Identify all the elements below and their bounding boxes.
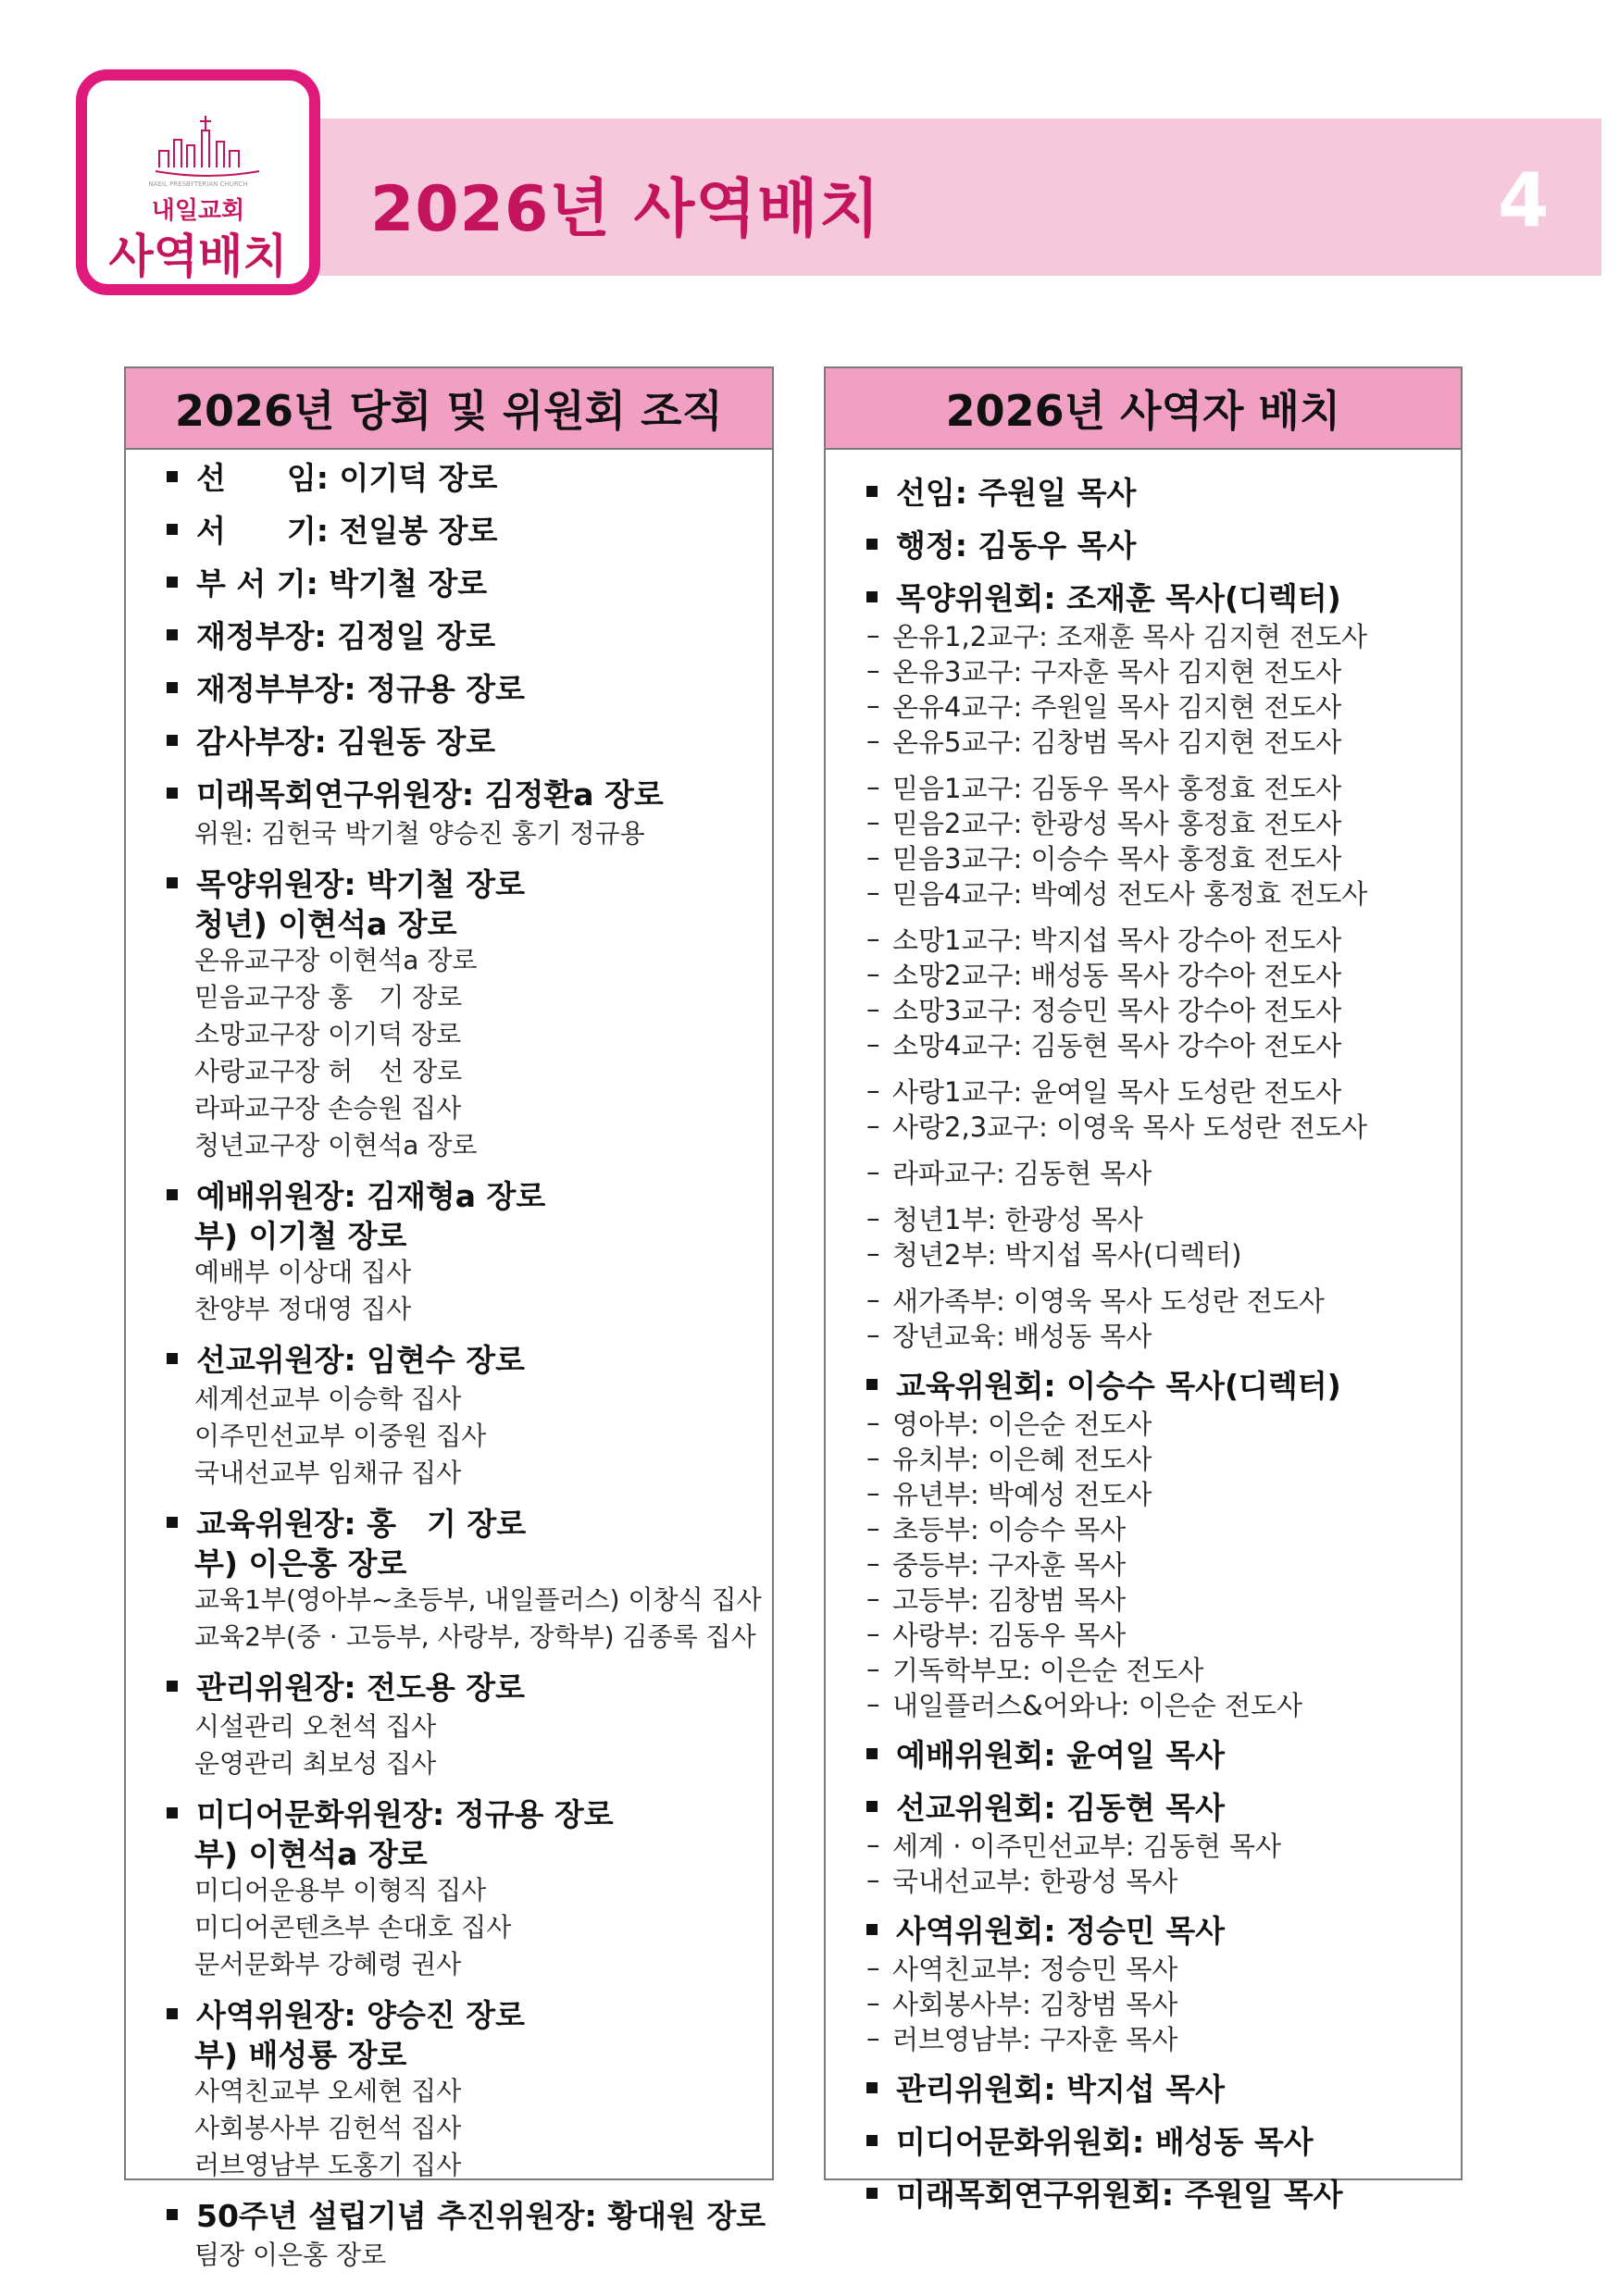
assignment-line [866, 617, 1461, 652]
group-heading [167, 1792, 772, 1833]
group-heading-text: 예배위원회: 윤여일 목사 [896, 1737, 1225, 1773]
bullet-square-icon [167, 877, 178, 888]
assignment-line [866, 1827, 1461, 1862]
group-heading [866, 2172, 1461, 2214]
church-skyline-icon [152, 114, 263, 179]
assignment-line [866, 652, 1461, 688]
left-group [167, 1337, 772, 1490]
logo [76, 69, 320, 295]
assignment-text: 믿음2교구: 한광성 목사 홍정효 전도사 [892, 807, 1342, 839]
dash-icon: – [866, 1237, 880, 1269]
assignment-line [866, 875, 1461, 910]
member-line: 위원: 김헌국 박기철 양승진 홍기 정규용 [194, 818, 645, 849]
assignment-text: 사랑2,3교구: 이영욱 목사 도성란 전도사 [892, 1111, 1367, 1143]
member-line: 미디어운용부 이형직 집사 [194, 1875, 487, 1905]
bullet-square-icon [866, 591, 878, 602]
assignment-text: 러브영남부: 구자훈 목사 [892, 2023, 1178, 2055]
page-title: 2026년 사역배치 [370, 173, 881, 246]
dash-icon: – [866, 1110, 880, 1141]
dash-icon: – [866, 1407, 880, 1438]
left-group [167, 1792, 772, 1981]
group-heading [167, 1992, 772, 2034]
assignment-line [866, 1862, 1461, 1897]
assignment-line [866, 1108, 1461, 1143]
assignment-line [866, 1950, 1461, 1985]
group-heading [167, 561, 772, 602]
right-group [866, 576, 1461, 758]
bullet-square-icon [167, 1681, 178, 1692]
dash-icon: – [866, 923, 880, 954]
assignment-line [866, 804, 1461, 839]
bullet-square-icon [167, 682, 178, 693]
member-line: 찬양부 정대영 집사 [194, 1294, 412, 1324]
assignment-text: 중등부: 구자훈 목사 [892, 1548, 1127, 1581]
assignment-line [866, 1616, 1461, 1651]
member-line: 이주민선교부 이중원 집사 [194, 1421, 487, 1451]
member-line: 문서문화부 강혜령 권사 [194, 1949, 462, 1980]
right-group [866, 769, 1461, 910]
assignment-text: 세계 · 이주민선교부: 김동현 목사 [892, 1830, 1282, 1862]
assignment-line [866, 1686, 1461, 1721]
bullet-square-icon [167, 1517, 178, 1528]
bullet-square-icon [866, 1801, 878, 1812]
dash-icon: – [866, 1653, 880, 1684]
logo-subtext: NAEIL PRESBYTERIAN CHURCH [148, 180, 248, 188]
left-group [167, 862, 772, 1162]
assignment-text: 유년부: 박예성 전도사 [892, 1478, 1152, 1510]
group-heading [167, 1501, 772, 1543]
group-heading-text: 재정부부장: 정규용 장로 [196, 671, 525, 707]
dash-icon: – [866, 1512, 880, 1544]
member-line: 운영관리 최보성 집사 [194, 1748, 437, 1779]
group-heading-text: 미디어문화위원회: 배성동 목사 [896, 2124, 1314, 2160]
page-number: 4 [1498, 157, 1550, 243]
assignment-line [866, 1510, 1461, 1545]
left-group [167, 719, 772, 761]
bullet-square-icon [866, 2135, 878, 2146]
left-group [167, 1173, 772, 1326]
group-heading [167, 2193, 772, 2235]
group-heading-text: 예배위원장: 김재형a 장로 [196, 1178, 546, 1214]
bullet-square-icon [167, 735, 178, 746]
member-line: 청년교구장 이현석a 장로 [194, 1130, 478, 1160]
left-group [167, 2193, 772, 2272]
dash-icon: – [866, 654, 880, 686]
right-group [866, 1785, 1461, 1897]
dash-icon: – [866, 771, 880, 802]
bullet-square-icon [866, 1924, 878, 1935]
bullet-square-icon [167, 629, 178, 640]
left-group [167, 772, 772, 850]
assignment-text: 새가족부: 이영욱 목사 도성란 전도사 [892, 1285, 1325, 1317]
group-heading [167, 772, 772, 813]
right-group [866, 2172, 1461, 2214]
group-heading-text: 관리위원장: 전도용 장로 [196, 1669, 525, 1706]
assignment-text: 온유4교구: 주원일 목사 김지현 전도사 [892, 690, 1342, 723]
left-panel-body [126, 450, 772, 2272]
right-group [866, 921, 1461, 1061]
assignment-line [866, 1073, 1461, 1108]
assignment-line [866, 1282, 1461, 1317]
right-group [866, 470, 1461, 512]
group-heading-text: 서 기: 전일봉 장로 [196, 513, 498, 549]
bullet-square-icon [866, 1379, 878, 1390]
left-group [167, 1665, 772, 1781]
assignment-line [866, 1026, 1461, 1061]
assignment-line [866, 688, 1461, 723]
group-heading-text: 미래목회연구위원회: 주원일 목사 [896, 2177, 1343, 2213]
assignment-line [866, 1581, 1461, 1616]
assignment-line [866, 1154, 1461, 1189]
group-heading [866, 1732, 1461, 1774]
dash-icon: – [866, 725, 880, 756]
assignment-line [866, 2020, 1461, 2055]
left-group [167, 455, 772, 497]
group-heading [866, 576, 1461, 617]
group-subheading: 부) 이기철 장로 [194, 1217, 407, 1254]
assignment-text: 소망2교구: 배성동 목사 강수아 전도사 [892, 959, 1342, 991]
member-line: 팀장 이은홍 장로 [194, 2240, 387, 2270]
assignment-line [866, 769, 1461, 804]
group-heading [167, 1173, 772, 1215]
group-heading-text: 선임: 주원일 목사 [896, 475, 1137, 511]
dash-icon: – [866, 1028, 880, 1060]
member-line: 온유교구장 이현석a 장로 [194, 945, 478, 975]
group-heading [167, 1337, 772, 1379]
group-heading [167, 1665, 772, 1706]
left-group [167, 1992, 772, 2182]
left-group [167, 561, 772, 602]
bullet-square-icon [167, 1353, 178, 1364]
group-heading [167, 455, 772, 497]
assignment-text: 사랑1교구: 윤여일 목사 도성란 전도사 [892, 1075, 1342, 1108]
assignment-text: 온유1,2교구: 조재훈 목사 김지현 전도사 [892, 620, 1367, 652]
group-heading-text: 미래목회연구위원장: 김정환a 장로 [196, 776, 664, 813]
bullet-square-icon [866, 486, 878, 497]
group-heading-text: 행정: 김동우 목사 [896, 527, 1137, 564]
group-heading-text: 관리위원회: 박지섭 목사 [896, 2071, 1225, 2107]
group-heading-text: 사역위원장: 양승진 장로 [196, 1997, 525, 2033]
dash-icon: – [866, 1582, 880, 1614]
group-heading-text: 사역위원회: 정승민 목사 [896, 1913, 1225, 1949]
dash-icon: – [866, 689, 880, 721]
dash-icon: – [866, 1688, 880, 1719]
right-group [866, 1363, 1461, 1721]
group-heading [866, 1908, 1461, 1950]
bullet-square-icon [866, 2188, 878, 2199]
group-heading-text: 부 서 기: 박기철 장로 [196, 565, 488, 602]
assignment-text: 초등부: 이승수 목사 [892, 1513, 1127, 1545]
assignment-line [866, 1475, 1461, 1510]
assignment-line [866, 991, 1461, 1026]
right-group [866, 1732, 1461, 1774]
bullet-square-icon [866, 2082, 878, 2093]
bullet-square-icon [167, 577, 178, 588]
left-group [167, 666, 772, 708]
assignment-text: 사랑부: 김동우 목사 [892, 1619, 1127, 1651]
bullet-square-icon [167, 1807, 178, 1818]
assignment-text: 청년2부: 박지섭 목사(디렉터) [892, 1238, 1242, 1271]
assignment-text: 소망3교구: 정승민 목사 강수아 전도사 [892, 994, 1342, 1026]
assignment-text: 믿음4교구: 박예성 전도사 홍정효 전도사 [892, 877, 1368, 910]
member-line: 세계선교부 이승학 집사 [194, 1384, 462, 1414]
minister-assignment-panel [824, 366, 1463, 2213]
member-line: 시설관리 오천석 집사 [194, 1711, 437, 1742]
bullet-square-icon [167, 1189, 178, 1200]
group-heading-text: 재정부장: 김정일 장로 [196, 618, 496, 654]
logo-label: 사역배치 [108, 230, 288, 283]
dash-icon: – [866, 1987, 880, 2018]
bullet-square-icon [167, 524, 178, 535]
group-heading-text: 목양위원회: 조재훈 목사(디렉터) [896, 580, 1341, 616]
member-line: 사랑교구장 허 선 장로 [194, 1056, 463, 1086]
group-heading [866, 523, 1461, 565]
bullet-square-icon [866, 1748, 878, 1759]
assignment-line [866, 1200, 1461, 1235]
assignment-text: 국내선교부: 한광성 목사 [892, 1865, 1178, 1897]
right-group [866, 1073, 1461, 1143]
bullet-square-icon [167, 2209, 178, 2220]
dash-icon: – [866, 1319, 880, 1350]
committee-organization-panel [124, 366, 774, 2270]
assignment-text: 영아부: 이은순 전도사 [892, 1408, 1152, 1440]
group-subheading: 부) 이현석a 장로 [194, 1835, 428, 1872]
dash-icon: – [866, 1477, 880, 1508]
assignment-line [866, 921, 1461, 956]
group-heading-text: 미디어문화위원장: 정규용 장로 [196, 1796, 614, 1832]
member-line: 교육1부(영아부~초등부, 내일플러스) 이창식 집사 [194, 1584, 762, 1615]
group-heading [167, 508, 772, 550]
group-heading [866, 2119, 1461, 2161]
group-heading [866, 1785, 1461, 1827]
group-heading [167, 862, 772, 903]
dash-icon: – [866, 1442, 880, 1473]
dash-icon: – [866, 2022, 880, 2054]
assignment-line [866, 1405, 1461, 1440]
group-heading [167, 719, 772, 761]
right-group [866, 2066, 1461, 2108]
assignment-text: 믿음1교구: 김동우 목사 홍정효 전도사 [892, 772, 1342, 804]
member-line: 러브영남부 도홍기 집사 [194, 2150, 462, 2180]
assignment-text: 청년1부: 한광성 목사 [892, 1203, 1143, 1235]
group-heading-text: 교육위원장: 홍 기 장로 [196, 1506, 527, 1542]
assignment-text: 기독학부모: 이은순 전도사 [892, 1654, 1204, 1686]
dash-icon: – [866, 1547, 880, 1579]
bullet-square-icon [167, 2008, 178, 2019]
dash-icon: – [866, 1284, 880, 1315]
assignment-text: 고등부: 김창범 목사 [892, 1583, 1127, 1616]
dash-icon: – [866, 841, 880, 873]
group-heading [866, 1363, 1461, 1405]
assignment-text: 장년교육: 배성동 목사 [892, 1320, 1152, 1352]
member-line: 사회봉사부 김헌석 집사 [194, 2113, 462, 2143]
group-subheading: 청년) 이현석a 장로 [194, 905, 457, 942]
member-line: 믿음교구장 홍 기 장로 [194, 982, 463, 1012]
assignment-text: 사역친교부: 정승민 목사 [892, 1953, 1178, 1985]
assignment-text: 소망1교구: 박지섭 목사 강수아 전도사 [892, 924, 1342, 956]
right-group [866, 1282, 1461, 1352]
assignment-text: 소망4교구: 김동현 목사 강수아 전도사 [892, 1029, 1342, 1061]
dash-icon: – [866, 1074, 880, 1106]
left-group [167, 508, 772, 550]
group-heading-text: 선 임: 이기덕 장로 [196, 460, 498, 496]
right-group [866, 1154, 1461, 1189]
dash-icon: – [866, 993, 880, 1024]
group-heading-text: 교육위원회: 이승수 목사(디렉터) [896, 1368, 1341, 1404]
bullet-square-icon [167, 788, 178, 799]
assignment-line [866, 1985, 1461, 2020]
left-group [167, 1501, 772, 1654]
assignment-text: 유치부: 이은혜 전도사 [892, 1443, 1152, 1475]
dash-icon: – [866, 1156, 880, 1187]
member-line: 교육2부(중 · 고등부, 사랑부, 장학부) 김종록 집사 [194, 1621, 756, 1652]
dash-icon: – [866, 1618, 880, 1649]
member-line: 라파교구장 손승원 집사 [194, 1093, 462, 1123]
dash-icon: – [866, 619, 880, 651]
group-heading-text: 선교위원장: 임현수 장로 [196, 1342, 525, 1378]
group-heading [866, 470, 1461, 512]
right-group [866, 1908, 1461, 2055]
bullet-square-icon [167, 471, 178, 482]
dash-icon: – [866, 1864, 880, 1895]
logo-church-name: 내일교회 [151, 197, 245, 225]
assignment-text: 믿음3교구: 이승수 목사 홍정효 전도사 [892, 842, 1342, 875]
assignment-text: 온유3교구: 구자훈 목사 김지현 전도사 [892, 655, 1342, 688]
dash-icon: – [866, 876, 880, 908]
assignment-line [866, 1235, 1461, 1271]
right-group [866, 1200, 1461, 1271]
assignment-line [866, 956, 1461, 991]
group-heading-text: 목양위원장: 박기철 장로 [196, 866, 525, 902]
bullet-square-icon [866, 539, 878, 550]
group-heading [866, 2066, 1461, 2108]
group-subheading: 부) 이은홍 장로 [194, 1545, 407, 1582]
member-line: 국내선교부 임채규 집사 [194, 1458, 462, 1488]
right-group [866, 523, 1461, 565]
right-panel-title: 2026년 사역자 배치 [826, 368, 1461, 450]
group-heading-text: 50주년 설립기념 추진위원장: 황대원 장로 [196, 2198, 766, 2234]
assignment-line [866, 1440, 1461, 1475]
member-line: 사역친교부 오세현 집사 [194, 2076, 462, 2106]
right-panel-body [826, 450, 1461, 2214]
group-subheading: 부) 배성룡 장로 [194, 2036, 407, 2073]
dash-icon: – [866, 806, 880, 838]
left-panel-title: 2026년 당회 및 위원회 조직 [126, 368, 772, 450]
group-heading [167, 614, 772, 655]
group-heading [167, 666, 772, 708]
dash-icon: – [866, 1952, 880, 1983]
assignment-text: 라파교구: 김동현 목사 [892, 1157, 1152, 1189]
group-heading-text: 선교위원회: 김동현 목사 [896, 1790, 1225, 1826]
member-line: 예배부 이상대 집사 [194, 1257, 412, 1287]
member-line: 미디어콘텐츠부 손대호 집사 [194, 1912, 512, 1942]
assignment-line [866, 1317, 1461, 1352]
right-group [866, 2119, 1461, 2161]
assignment-line [866, 723, 1461, 758]
dash-icon: – [866, 1202, 880, 1234]
assignment-text: 사회봉사부: 김창범 목사 [892, 1988, 1178, 2020]
assignment-line [866, 839, 1461, 875]
assignment-line [866, 1545, 1461, 1581]
dash-icon: – [866, 1829, 880, 1860]
dash-icon: – [866, 958, 880, 989]
member-line: 소망교구장 이기덕 장로 [194, 1019, 462, 1049]
assignment-line [866, 1651, 1461, 1686]
group-heading-text: 감사부장: 김원동 장로 [196, 724, 496, 760]
left-group [167, 614, 772, 655]
assignment-text: 온유5교구: 김창범 목사 김지현 전도사 [892, 726, 1342, 758]
assignment-text: 내일플러스&어와나: 이은순 전도사 [892, 1689, 1303, 1721]
